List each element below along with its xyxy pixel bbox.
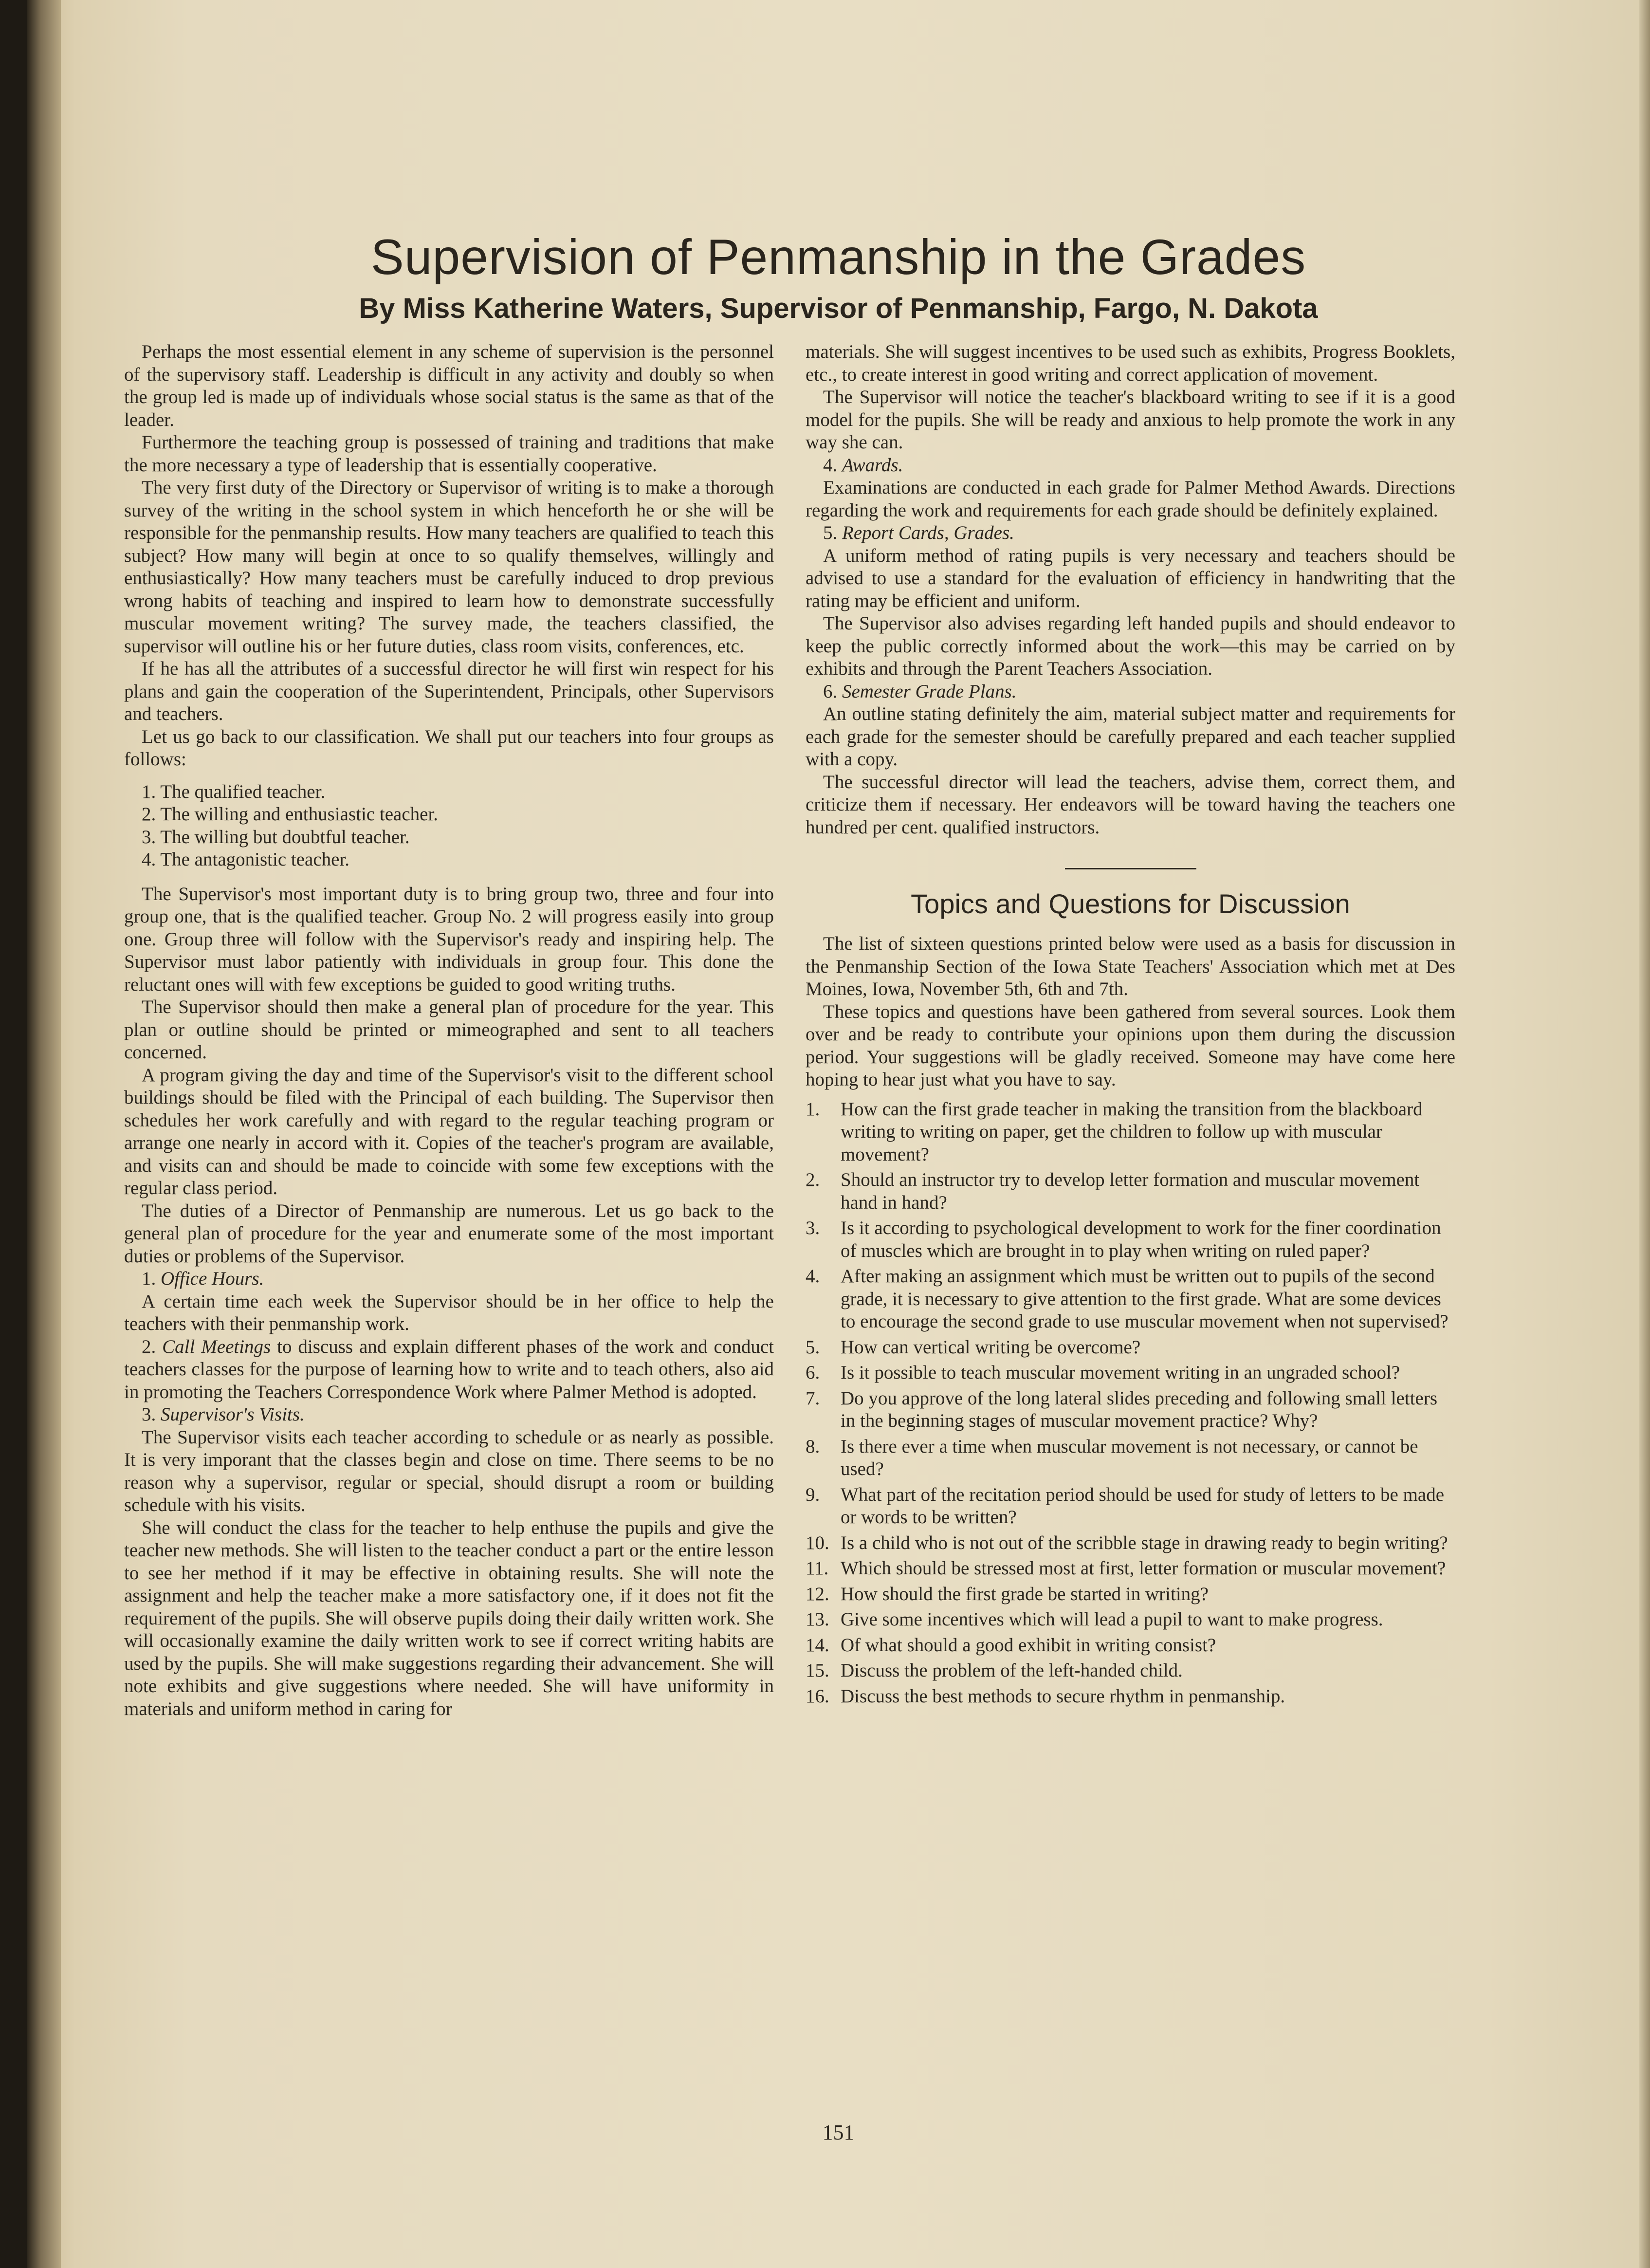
question-item (806, 1362, 1455, 1384)
paragraph: Furthermore the teaching group is possessed of training and traditions that make the more necessary a type of leadership that is essentially cooperative. (124, 432, 774, 476)
paragraph: If he has all the attributes of a successful director he will first win respect for his plans and gain the cooperation of the Superintendent, Principals, other Supervisors and teachers. (124, 658, 774, 724)
paragraph: The duties of a Director of Penmanship are numerous. Let us go back to the general plan of procedure for the year and enumerate some of the most important duties or problems of the Supervisor. (124, 1200, 774, 1267)
duty-heading-report-cards (806, 522, 1455, 545)
paragraph: The Supervisor's most important duty is to bring group two, three and four into group one, that is the qualified teacher. Group No. 2 will progress easily into group one. Group three will follow with the Supervisor's ready and inspiring help. The Supervisor must labor patiently with individuals in group four. This done the reluctant ones will with few exceptions be guided to good writing truths. (124, 883, 774, 995)
question-text: Is it according to psychological development to work for the finer coordination of muscles which are brought in to play when writing on ruled paper? (841, 1217, 1441, 1261)
question-text: Discuss the best methods to secure rhythm in penmanship. (841, 1685, 1285, 1707)
question-number: 8. (806, 1436, 820, 1457)
paragraph: The Supervisor will notice the teacher's blackboard writing to see if it is a good model for the pupils. She will be ready and anxious to help promote the work in any way she can. (806, 387, 1455, 453)
heading-number: 6. (823, 681, 838, 702)
paragraph: The Supervisor also advises regarding left handed pupils and should endeavor to keep the public correctly informed about the work—this may be carried on by exhibits and through the Parent Teachers Association. (806, 613, 1455, 679)
question-number: 11. (806, 1558, 829, 1579)
paragraph: The very first duty of the Directory or Supervisor of writing is to make a thorough survey of the writing in the school system in which henceforth he or she will be responsible for the penmanship results. How many teachers are qualified to teach this subject? How many will begin at once to so qualify themselves, willingly and enthusiastically? How many teachers must be carefully induced to drop previous wrong habits of teaching and inspired to learn how to demonstrate successfully muscular movement writing? The survey made, the teachers classified, the supervisor will outline his or her future duties, class room visits, conferences, etc. (124, 477, 774, 657)
question-item (806, 1217, 1455, 1262)
heading-text: Call Meetings (162, 1336, 271, 1357)
paragraph: These topics and questions have been gathered from several sources. Look them over and be ready to contribute your opinions upon them during the discussion period. Your suggestions will be gladly received. Someone may have come here hoping to hear just what you have to say. (806, 1001, 1455, 1090)
question-number: 7. (806, 1387, 820, 1409)
question-text: Do you approve of the long lateral slides preceding and following small letters in the beginning stages of muscular movement practice? Why? (841, 1387, 1438, 1431)
paragraph: A program giving the day and time of the Supervisor's visit to the different school buildings should be filed with the Principal of each building. The Supervisor then schedules her work carefully and with regard to the regular teaching program or arrange one nearly in accord with it. Copies of the teacher's program are available, and visits can and should be made to coincide with some few exceptions with the regular class period. (124, 1064, 774, 1199)
paragraph-text: to discuss and explain different phases of the work and conduct teachers classes for the purpose of learning how to write and to teach others, also aid in promoting the Teachers Correspondence Work where Palmer Method is adopted. (124, 1336, 774, 1402)
heading-text: Supervisor's Visits. (161, 1404, 305, 1425)
question-item (806, 1608, 1455, 1631)
question-item (806, 1634, 1455, 1657)
question-number: 9. (806, 1484, 820, 1505)
question-text: Is a child who is not out of the scribble stage in drawing ready to begin writing? (841, 1532, 1448, 1553)
list-item: 2. The willing and enthusiastic teacher. (142, 804, 439, 825)
paragraph: Perhaps the most essential element in any scheme of supervision is the personnel of the supervisory staff. Leadership is difficult in any activity and doubly so when the group led is made up of individuals whose social status is the same as that of the leader. (124, 341, 774, 430)
book-spine-shadow (27, 0, 61, 2268)
paragraph: The Supervisor should then make a general plan of procedure for the year. This plan or outline should be printed or mimeographed and sent to all teachers concerned. (124, 996, 774, 1063)
paragraph: Examinations are conducted in each grade for Palmer Method Awards. Directions regarding the work and requirements for each grade should be definitely explained. (806, 477, 1455, 521)
question-number: 15. (806, 1660, 829, 1681)
list-item: 3. The willing but doubtful teacher. (142, 826, 410, 848)
paragraph: materials. She will suggest incentives to be used such as exhibits, Progress Booklets, etc., to create interest in good writing and correct application of movement. (806, 341, 1455, 385)
question-text: Which should be stressed most at first, letter formation or muscular movement? (841, 1558, 1446, 1579)
discussion-questions-list (806, 1098, 1455, 1708)
duty-heading-visits (124, 1403, 774, 1426)
question-item (806, 1583, 1455, 1606)
question-text: Is it possible to teach muscular movement writing in an ungraded school? (841, 1362, 1400, 1383)
question-item (806, 1484, 1455, 1529)
heading-text: Awards. (842, 454, 903, 476)
duty-heading-office-hours (124, 1268, 774, 1291)
article-title: Supervision of Penmanship in the Grades (370, 229, 1306, 285)
left-column (124, 341, 774, 1720)
question-text: Is there ever a time when muscular movement is not necessary, or cannot be used? (841, 1436, 1418, 1479)
magazine-page (27, 0, 1650, 2268)
question-number: 5. (806, 1336, 820, 1358)
question-item (806, 1660, 1455, 1682)
question-number: 4. (806, 1266, 820, 1287)
heading-text: Report Cards, Grades. (842, 522, 1014, 543)
duty-heading-semester-plans (806, 681, 1455, 703)
question-number: 1. (806, 1098, 820, 1120)
question-number: 14. (806, 1634, 829, 1656)
duty-heading-awards (806, 454, 1455, 477)
heading-text: Semester Grade Plans. (842, 681, 1017, 702)
teacher-groups-list (124, 781, 774, 871)
paragraph: A uniform method of rating pupils is very necessary and teachers should be advised to use a standard for the evaluation of efficiency in handwriting that the rating may be efficient and uniform. (806, 545, 1455, 611)
heading-text: Office Hours. (161, 1268, 264, 1289)
paragraph: She will conduct the class for the teacher to help enthuse the pupils and give the teacher new methods. She will listen to the teacher conduct a part or the entire lesson to see her method if it may be effective in obtaining results. She will note the assignment and help the teacher make a more satisfactory one, if it does not fit the requirement of the pupils. She will observe pupils doing their daily written work. She will occasionally examine the daily written work to see if correct writing habits are used by the pupils. She will make suggestions regarding their advancement. She will note exhibits and give suggestions where needed. She will have uniformity in materials and uniform method in caring for (124, 1517, 774, 1719)
question-number: 2. (806, 1169, 820, 1190)
question-text: How can the first grade teacher in making the transition from the blackboard writing to writing on paper, get the children to follow up with muscular movement? (841, 1098, 1423, 1165)
question-number: 6. (806, 1362, 820, 1383)
question-number: 16. (806, 1685, 829, 1707)
paragraph: The Supervisor visits each teacher according to schedule or as nearly as possible. It is very imporant that the classes begin and close on time. There seems to be no reason why a supervisor, regular or special, should disrupt a room or building schedule with his visits. (124, 1426, 774, 1515)
question-item (806, 1685, 1455, 1708)
question-text: Give some incentives which will lead a pupil to want to make progress. (841, 1609, 1383, 1630)
list-item: 1. The qualified teacher. (142, 781, 326, 802)
question-item (806, 1265, 1455, 1333)
question-item (806, 1387, 1455, 1433)
question-text: After making an assignment which must be written out to pupils of the second grade, it is necessary to give attention to the first grade. What are some devices to encourage the second grade to use muscular movement when not supervised? (841, 1266, 1448, 1332)
question-item (806, 1336, 1455, 1359)
heading-number: 5. (823, 522, 838, 543)
heading-number: 1. (142, 1268, 156, 1289)
question-item (806, 1557, 1455, 1580)
section-divider (1065, 868, 1196, 869)
question-number: 13. (806, 1609, 829, 1630)
right-column (806, 341, 1455, 1711)
paragraph: The list of sixteen questions printed below were used as a basis for discussion in the Penmanship Section of the Iowa State Teachers' Association which met at Des Moines, Iowa, November 5th, 6th and 7th. (806, 933, 1455, 999)
paragraph: A certain time each week the Supervisor should be in her office to help the teachers with their penmanship work. (124, 1291, 774, 1334)
question-item (806, 1098, 1455, 1166)
question-item (806, 1169, 1455, 1214)
question-text: Should an instructor try to develop letter formation and muscular movement hand in hand? (841, 1169, 1420, 1213)
question-text: How can vertical writing be overcome? (841, 1336, 1141, 1358)
paragraph: The successful director will lead the teachers, advise them, correct them, and criticize them if necessary. Her endeavors will be toward having the teachers one hundred per cent. qualified instructors. (806, 771, 1455, 838)
question-number: 10. (806, 1532, 829, 1553)
heading-number: 3. (142, 1404, 156, 1425)
question-text: What part of the recitation period should be used for study of letters to be made or words to be written? (841, 1484, 1445, 1528)
heading-number: 4. (823, 454, 838, 476)
question-item (806, 1532, 1455, 1555)
question-number: 12. (806, 1583, 829, 1604)
page-edge (1639, 0, 1650, 2268)
question-item (806, 1436, 1455, 1481)
article-byline: By Miss Katherine Waters, Supervisor of Penmanship, Fargo, N. Dakota (359, 293, 1318, 324)
question-text: How should the first grade be started in writing? (841, 1583, 1209, 1604)
question-text: Of what should a good exhibit in writing consist? (841, 1634, 1216, 1656)
paragraph: Let us go back to our classification. We shall put our teachers into four groups as follows: (124, 726, 774, 770)
paragraph: An outline stating definitely the aim, material subject matter and requirements for each grade for the semester should be carefully prepared and each teacher supplied with a copy. (806, 703, 1455, 770)
question-text: Discuss the problem of the left-handed child. (841, 1660, 1183, 1681)
section-title: Topics and Questions for Discussion (911, 888, 1350, 919)
list-item: 4. The antagonistic teacher. (142, 849, 350, 870)
duty-call-meetings (124, 1336, 774, 1404)
question-number: 3. (806, 1217, 820, 1238)
heading-number: 2. (142, 1336, 156, 1357)
page-number: 151 (822, 2120, 855, 2144)
